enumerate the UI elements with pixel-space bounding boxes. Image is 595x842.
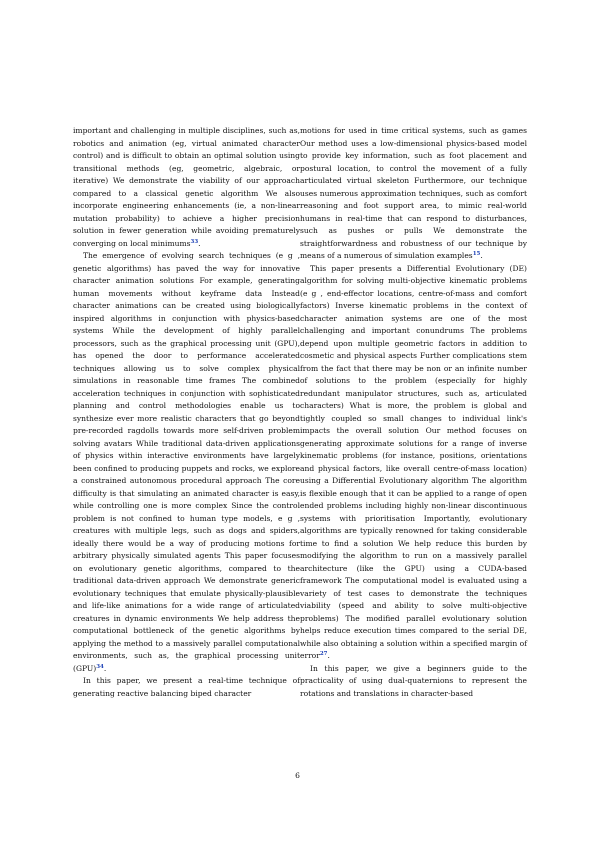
citation-ref[interactable]: 34 xyxy=(96,663,104,670)
paragraph-tail: . xyxy=(480,251,483,260)
citation-ref[interactable]: 33 xyxy=(190,238,199,245)
citation-ref[interactable]: 27 xyxy=(319,651,328,657)
paragraph xyxy=(300,125,527,263)
paragraph-text: This paper presents a Differential Evolutionary (DE) algorithm for solving multi-objective kinematic problems (e g , end-effector locations, centre-of-mass and comfort factors) Inverse kinematic problems in the context of character animation systems are one of the most challenging and important conundrums The problems depend upon multiple geometric factors in addition to cosmetic and physical aspects Further complications stem from the fact that there may be non or an infinite number of solutions to the problem (especially for highly redundant manipulator structures, such as, articulated characters) What is more, the problem is global and tightly coupled so small changes to individual link's impacts the overall solution Our method focuses on generating approximate solutions for a range of inverse kinematic problems (for instance, positions, orientations and physical factors, like overall centre-of-mass location) using a Differential Evolutionary algorithm The algorithm is flexible enough that it can be applied to a range of open ended problems including highly non-linear discontinuous systems with prioritisation Importantly, evolutionary algorithms are typically renowned for taking considerable time to find a solution We help reduce this burden by modifying the algorithm to run on a massively parallel architecture (like the GPU) using a CUDA-based framework The computational model is evaluated using a variety of test cases to demonstrate the techniques viability (speed and ability to solve multi-objective problems) The modified parallel evolutionary solution helps reduce execution times compared to the serial DE, while also obtaining a solution within a specified margin of error xyxy=(300,263,527,660)
paragraph xyxy=(73,250,300,675)
page-number: 6 xyxy=(295,771,300,780)
paragraph-text: In this paper, we give a beginners guide to the practicality of using dual-quaternions to represent the rotations and translations in character-based xyxy=(300,663,527,698)
paragraph-text: In this paper, we present a real-time technique of generating reactive balancing biped character xyxy=(73,676,300,698)
paragraph xyxy=(300,263,527,663)
right-column xyxy=(300,125,527,700)
paragraph xyxy=(73,675,300,700)
paragraph xyxy=(300,663,527,701)
paragraph-tail: . xyxy=(198,238,201,248)
paragraph-text: motions for used in time critical systems, such as games Our method uses a low-dimensional physics-based model to provide key information, such as foot placement and postural location, to control the movement of a fully articulated virtual skeleton Furthermore, our technique uses numerous approximation techniques, such as comfort reasoning and foot support area, to mimic real-world humans in real-time that can respond to disturbances, such as pushes or pulls We demonstrate the straightforwardness and robustness of our technique by means of a numerous of simulation examples xyxy=(300,126,527,260)
paragraph xyxy=(73,125,300,250)
citation-ref[interactable]: 15 xyxy=(472,251,481,257)
paragraph-tail: . xyxy=(103,663,107,673)
paragraph-text: important and challenging in multiple disciplines, such as, robotics and animation (eg, virtual animated character control) and is difficult to obtain an optimal solution using transitional methods (eg, geometric, algebraic, or iterative) We demonstrate the viability of our approach compared to a classical genetic algorithm We also incorporate engineering enhancements (ie, a non-linear mutation probability) to achieve a higher precision solution in fewer generation while avoiding prematurely converging on local minimums xyxy=(73,126,300,248)
paragraph-tail: . xyxy=(327,651,330,660)
paragraph-text: The emergence of evolving search techniques (e g , genetic algorithms) has paved the way for innovative character animation solutions For example, generating human movements without keyframe data Instead character animations can be created using biologically inspired algorithms in conjunction with physics-based systems While the development of highly parallel processors, such as the graphical processing unit (GPU), has opened the door to performance accelerated techniques allowing us to solve complex physical simulations in reasonable time frames The combined acceleration techniques in conjunction with sophisticated planning and control methodologies enable us to synthesize ever more realistic characters that go beyond pre-recorded ragdolls towards more self-driven problem solving avatars While traditional data-driven applications of physics within interactive environments have largely been confined to producing puppets and rocks, we explore a constrained autonomous procedural approach The core difficulty is that simulating an animated character is easy, while controlling one is more complex Since the control problem is not confined to human type models, e g , creatures with multiple legs, such as dogs and spiders, ideally there would be a way of producing motions for arbitrary physically simulated agents This paper focuses on evolutionary genetic algorithms, compared to the traditional data-driven approach We demonstrate generic evolutionary techniques that emulate physically-plausible and life-like animations for a wide range of articulated creatures in dynamic environments We help address the computational bottleneck of the genetic algorithms by applying the method to a massively parallel computational environments, such as, the graphical processing unit (GPU) xyxy=(73,251,300,673)
left-column xyxy=(73,125,300,700)
